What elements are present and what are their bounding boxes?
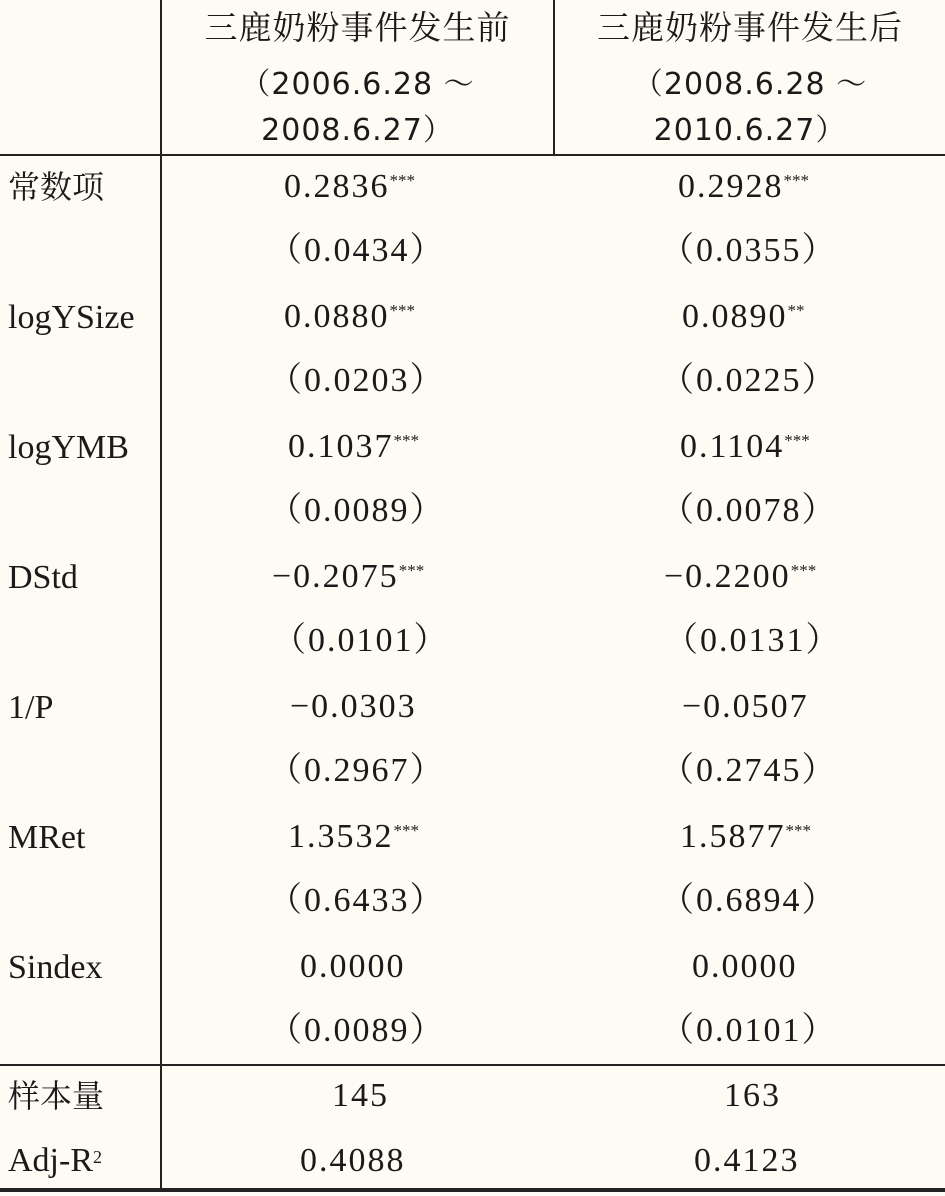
se-after: （0.0078） [660,492,838,529]
se-before: （0.0434） [268,232,446,269]
row-label-sindex: Sindex [8,949,103,986]
row-label-constant: 常数项 [8,168,105,206]
period-before-start: （2006.6.28 ～ [240,67,475,102]
se-before: （0.0101） [272,622,450,659]
coef-value: 0.0890 [682,298,788,335]
se-after: （0.0101） [660,1012,838,1049]
coef-value: 1.5877 [680,818,786,855]
significance-stars: *** [783,171,809,190]
row-label-adj-r2 [8,1141,102,1181]
coef-value: −0.2200 [664,558,791,595]
se-after: （0.0355） [660,232,838,269]
coef-before [284,297,415,337]
sample-size-before: 145 [332,1077,389,1114]
row-label-dstd: DStd [8,559,78,596]
coef-value: 0.1104 [680,428,785,465]
coef-value: 0.0000 [300,948,406,985]
coef-before [284,167,415,207]
coef-after [678,167,809,207]
adj-r2-after: 0.4123 [694,1142,800,1179]
period-after-start: （2008.6.28 ～ [632,67,868,102]
coef-value: −0.0507 [682,688,809,725]
coef-after [680,817,811,857]
column-header-after [555,6,945,154]
column-header-before [162,6,553,154]
row-label-logymb: logYMB [8,429,129,466]
row-label-mret: MRet [8,819,86,856]
footer-rule [0,1064,945,1066]
adj-r2-before: 0.4088 [300,1142,406,1179]
se-after: （0.6894） [660,882,838,919]
se-before: （0.0089） [268,492,446,529]
se-before: （0.2967） [268,752,446,789]
row-label-sample-size: 样本量 [8,1077,105,1115]
coef-before [300,947,406,987]
significance-stars: *** [790,561,817,580]
coef-value: 0.0880 [284,298,390,335]
column-divider-label [160,0,162,1190]
significance-stars: *** [389,171,415,190]
column-title-before: 三鹿奶粉事件发生前 [204,8,511,47]
coef-after [682,297,805,337]
coef-after [680,427,810,467]
significance-stars: *** [785,821,811,840]
header-rule [0,154,945,156]
coef-value: 0.2836 [284,168,390,205]
se-after: （0.0225） [660,362,838,399]
row-label-logysize: logYSize [8,299,135,336]
coef-after [682,687,809,727]
coef-after [664,557,816,597]
period-after-end: 2010.6.27） [653,113,847,148]
se-before: （0.0203） [268,362,446,399]
coef-value: 0.0000 [692,948,798,985]
significance-stars: *** [398,561,425,580]
coef-before [272,557,424,597]
significance-stars: *** [784,431,810,450]
significance-stars: ** [787,301,805,320]
se-after: （0.2745） [660,752,838,789]
se-after: （0.0131） [664,622,842,659]
significance-stars: *** [389,301,415,320]
coef-value: 0.2928 [678,168,784,205]
coef-before [288,817,419,857]
coef-value: −0.2075 [272,558,399,595]
se-before: （0.6433） [268,882,446,919]
coef-value: −0.0303 [290,688,417,725]
coef-after [692,947,798,987]
period-before-end: 2008.6.27） [261,113,454,148]
sample-size-after: 163 [724,1077,781,1114]
coef-value: 0.1037 [288,428,394,465]
column-title-after: 三鹿奶粉事件发生后 [597,8,903,47]
se-before: （0.0089） [268,1012,446,1049]
coef-value: 1.3532 [288,818,394,855]
adj-r-text: Adj-R [8,1142,93,1179]
significance-stars: *** [393,431,419,450]
bottom-rule [0,1188,945,1192]
coef-before [290,687,417,727]
significance-stars: *** [393,821,419,840]
row-label-inverse-price: 1/P [8,689,54,726]
coef-before [288,427,419,467]
adj-r-superscript: 2 [93,1147,102,1167]
